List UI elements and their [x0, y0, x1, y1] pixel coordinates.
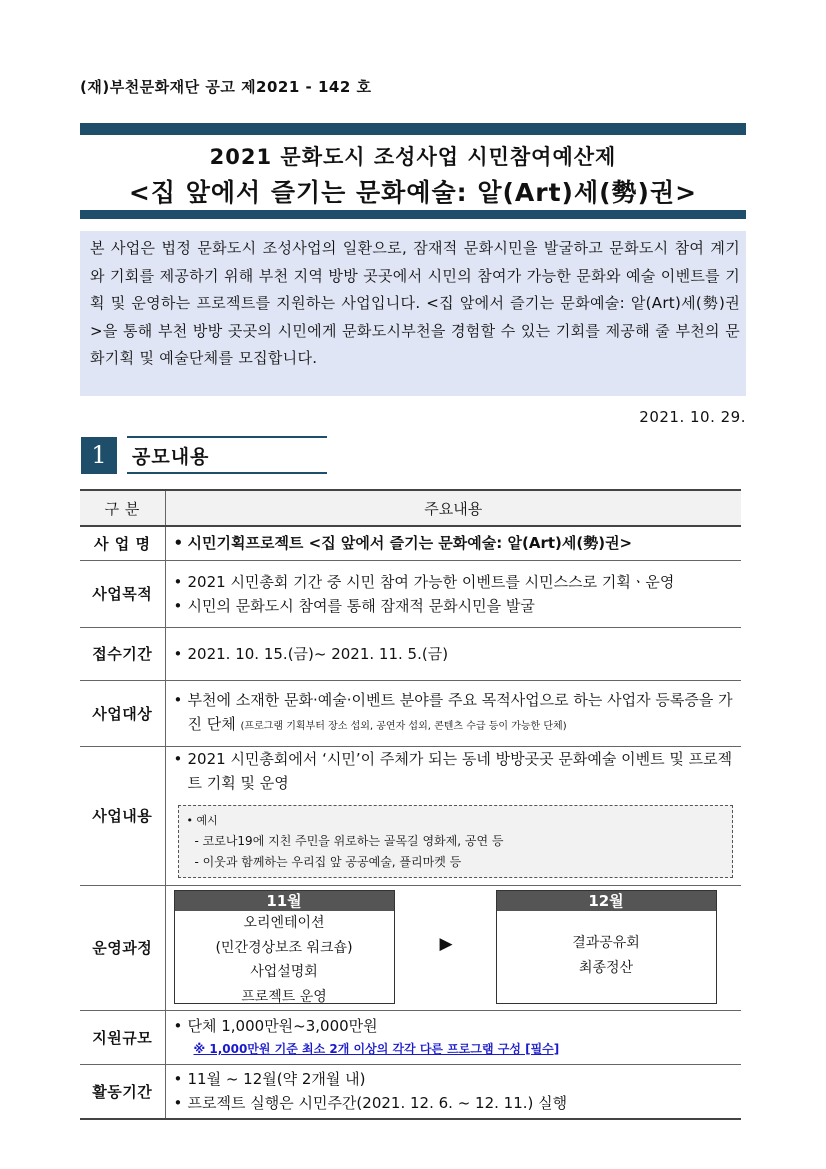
row-label: 사업대상	[80, 680, 165, 746]
notice-number: (재)부천문화재단 공고 제2021 - 142 호	[80, 78, 372, 96]
process-box-title: 11월	[175, 891, 394, 911]
process-step: (민간경상보조 워크숍)	[215, 939, 353, 956]
document-subtitle: <집 앞에서 즐기는 문화예술: 앝(Art)세(勢)권>	[128, 178, 698, 207]
example-box	[178, 805, 734, 878]
table-row	[80, 746, 741, 885]
row-content	[165, 1010, 741, 1064]
row-label: 사 업 명	[80, 526, 165, 560]
table-row	[80, 1010, 741, 1064]
arrow-right-icon: ▶	[439, 934, 453, 954]
contents-table	[80, 489, 741, 1120]
required-note: ※ 1,000만원 기준 최소 2개 이상의 각각 다른 프로그램 구성 [필수]	[193, 1042, 560, 1056]
section-title: 공모내용	[132, 446, 210, 468]
process-box-november	[174, 890, 395, 1004]
row-content	[165, 680, 741, 746]
section-number: 1	[81, 437, 117, 474]
example-item: - 코로나19에 지친 주민을 위로하는 골목길 영화제, 공연 등	[194, 834, 504, 848]
list-item: • 시민기획프로젝트 <집 앞에서 즐기는 문화예술: 앝(Art)세(勢)권>	[174, 531, 742, 555]
example-item: - 이웃과 함께하는 우리집 앞 공공예술, 플리마켓 등	[194, 855, 462, 869]
intro-paragraph: 본 사업은 법정 문화도시 조성사업의 일환으로, 잠재적 문화시민을 발굴하고 문화도시 참여 계기와 기회를 제공하기 위해 부천 지역 방방 곳곳에서 시민의 참여가 가능한 문화와 예술 이벤트를 기획 및 운영하는 프로젝트를 지원하는 사업입니다. <집 앞에서 즐기는 문화예술: 앝(Art)세(勢)권>을 통해 부천 방방 곳곳의 시민에게 문화도시부천을 경험할 수 있는 기회를 제공해 줄 부천의 문화기획 및 예술단체를 모집합니다.	[80, 231, 746, 396]
process-step: 사업설명회	[250, 964, 318, 980]
row-label: 활동기간	[80, 1064, 165, 1119]
table-row	[80, 885, 741, 1010]
table-row	[80, 560, 741, 627]
document-title: 2021 문화도시 조성사업 시민참여예산제	[209, 145, 617, 169]
list-item: • 프로젝트 실행은 시민주간(2021. 12. 6. ~ 12. 11.) 실행	[174, 1091, 742, 1115]
table-header-row	[80, 490, 741, 526]
process-flow	[174, 886, 742, 1009]
title-bar-top	[80, 123, 746, 135]
list-item: • 2021 시민총회에서 ‘시민’이 주체가 되는 동네 방방곳곳 문화예술 이벤트 및 프로젝트 기획 및 운영	[174, 747, 742, 795]
list-item: • 2021 시민총회 기간 중 시민 참여 가능한 이벤트를 시민스스로 기획ㆍ운영	[174, 570, 742, 594]
row-content	[165, 885, 741, 1010]
section-rule-bottom	[127, 472, 327, 474]
row-content	[165, 1064, 741, 1119]
table-row	[80, 1064, 741, 1119]
row-label: 접수기간	[80, 627, 165, 680]
table-row	[80, 680, 741, 746]
list-item: • 단체 1,000만원~3,000만원	[174, 1014, 742, 1038]
list-item: • 2021. 10. 15.(금)~ 2021. 11. 5.(금)	[174, 642, 742, 666]
section-rule-top	[127, 436, 327, 438]
row-content	[165, 526, 741, 560]
table-row	[80, 627, 741, 680]
process-step: 최종정산	[578, 959, 634, 976]
target-main-text: 부천에 소재한 문화·예술·이벤트 분야를 주요 목적사업으로 하는 사업자 등록증을 가진 단체	[187, 690, 733, 733]
title-bar-bottom	[80, 210, 746, 219]
header-category: 구 분	[80, 490, 165, 526]
table-row	[80, 526, 741, 560]
notice-date: 2021. 10. 29.	[639, 408, 746, 426]
row-label: 운영과정	[80, 885, 165, 1010]
list-item	[174, 688, 742, 739]
row-content	[165, 627, 741, 680]
row-content	[165, 560, 741, 627]
process-step: 오리엔테이션	[243, 915, 325, 931]
row-content	[165, 746, 741, 885]
target-note: (프로그램 기획부터 장소 섭외, 공연자 섭외, 콘텐츠 수급 등이 가능한 단체)	[240, 720, 567, 732]
row-label: 사업목적	[80, 560, 165, 627]
example-heading: • 예시	[186, 814, 218, 827]
header-main-content: 주요내용	[165, 490, 741, 526]
list-item: • 시민의 문화도시 참여를 통해 잠재적 문화시민을 발굴	[174, 594, 742, 618]
row-label: 지원규모	[80, 1010, 165, 1064]
process-box-december	[496, 890, 717, 1004]
process-step: 결과공유회	[572, 935, 640, 951]
row-label: 사업내용	[80, 746, 165, 885]
list-item: • 11월 ~ 12월(약 2개월 내)	[174, 1067, 742, 1091]
process-box-title: 12월	[497, 891, 716, 911]
process-step: 프로젝트 운영	[241, 988, 327, 1005]
